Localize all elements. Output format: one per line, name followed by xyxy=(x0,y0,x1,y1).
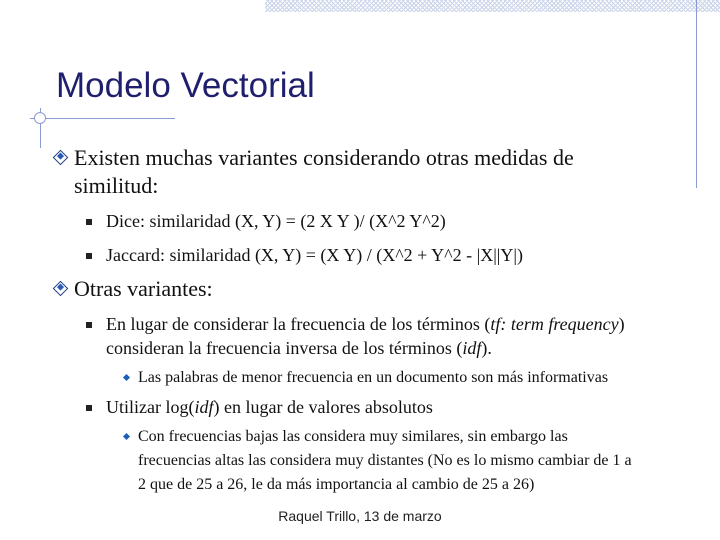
header-hatch-decoration xyxy=(265,0,720,12)
text-run: ) xyxy=(618,314,625,334)
sub-bullet-log-idf xyxy=(106,395,433,419)
corner-circle-ornament xyxy=(34,112,46,124)
bullet-line: 2 que de 25 a 26, le da más importancia al cambio de 25 a 26) xyxy=(138,476,535,493)
slide-footer: Raquel Trillo, 13 de marzo xyxy=(278,508,442,524)
diamond-bullet-icon xyxy=(53,150,69,166)
text-run: consideran la frecuencia inversa de los términos ( xyxy=(106,338,463,358)
square-bullet-icon xyxy=(86,253,92,259)
bullet-otras-variantes: Otras variantes: xyxy=(74,276,213,301)
sub-bullet-idf xyxy=(106,312,625,360)
small-diamond-bullet-icon xyxy=(123,433,130,440)
bullet-line: similitud: xyxy=(74,173,159,198)
text-run: ) en lugar de valores absolutos xyxy=(213,397,433,417)
small-diamond-bullet-icon xyxy=(123,374,130,381)
bullet-line: Existen muchas variantes considerando otras medidas de xyxy=(74,145,574,170)
title-underline-rule xyxy=(30,118,175,119)
bullet-variantes xyxy=(74,144,574,200)
text-run-italic: tf: term frequency xyxy=(490,314,619,334)
text-run: ). xyxy=(481,338,492,358)
sub-bullet-jaccard: Jaccard: similaridad (X, Y) = (X Y) / (X^2 + Y^2 - |X||Y|) xyxy=(106,245,523,265)
bullet-line xyxy=(106,312,625,336)
sub-sub-bullet-informativas: Las palabras de menor frecuencia en un documento son más informativas xyxy=(138,369,609,386)
slide-title: Modelo Vectorial xyxy=(56,66,315,105)
square-bullet-icon xyxy=(86,405,92,411)
right-vertical-rule xyxy=(696,0,697,188)
text-run-italic: idf xyxy=(194,397,214,417)
text-run: En lugar de considerar la frecuencia de los términos ( xyxy=(106,314,491,334)
bullet-line xyxy=(106,336,625,360)
bullet-line: frecuencias altas las considera muy distantes (No es lo mismo cambiar de 1 a xyxy=(138,452,632,469)
square-bullet-icon xyxy=(86,322,92,328)
text-run: Utilizar log( xyxy=(106,397,195,417)
sub-bullet-dice: Dice: similaridad (X, Y) = (2 X Y )/ (X^2 Y^2) xyxy=(106,211,446,231)
text-run-italic: idf xyxy=(462,338,482,358)
diamond-bullet-icon xyxy=(53,281,69,297)
sub-sub-bullet-frecuencias xyxy=(138,425,632,497)
bullet-line: Con frecuencias bajas las considera muy similares, sin embargo las xyxy=(138,428,568,445)
square-bullet-icon xyxy=(86,219,92,225)
